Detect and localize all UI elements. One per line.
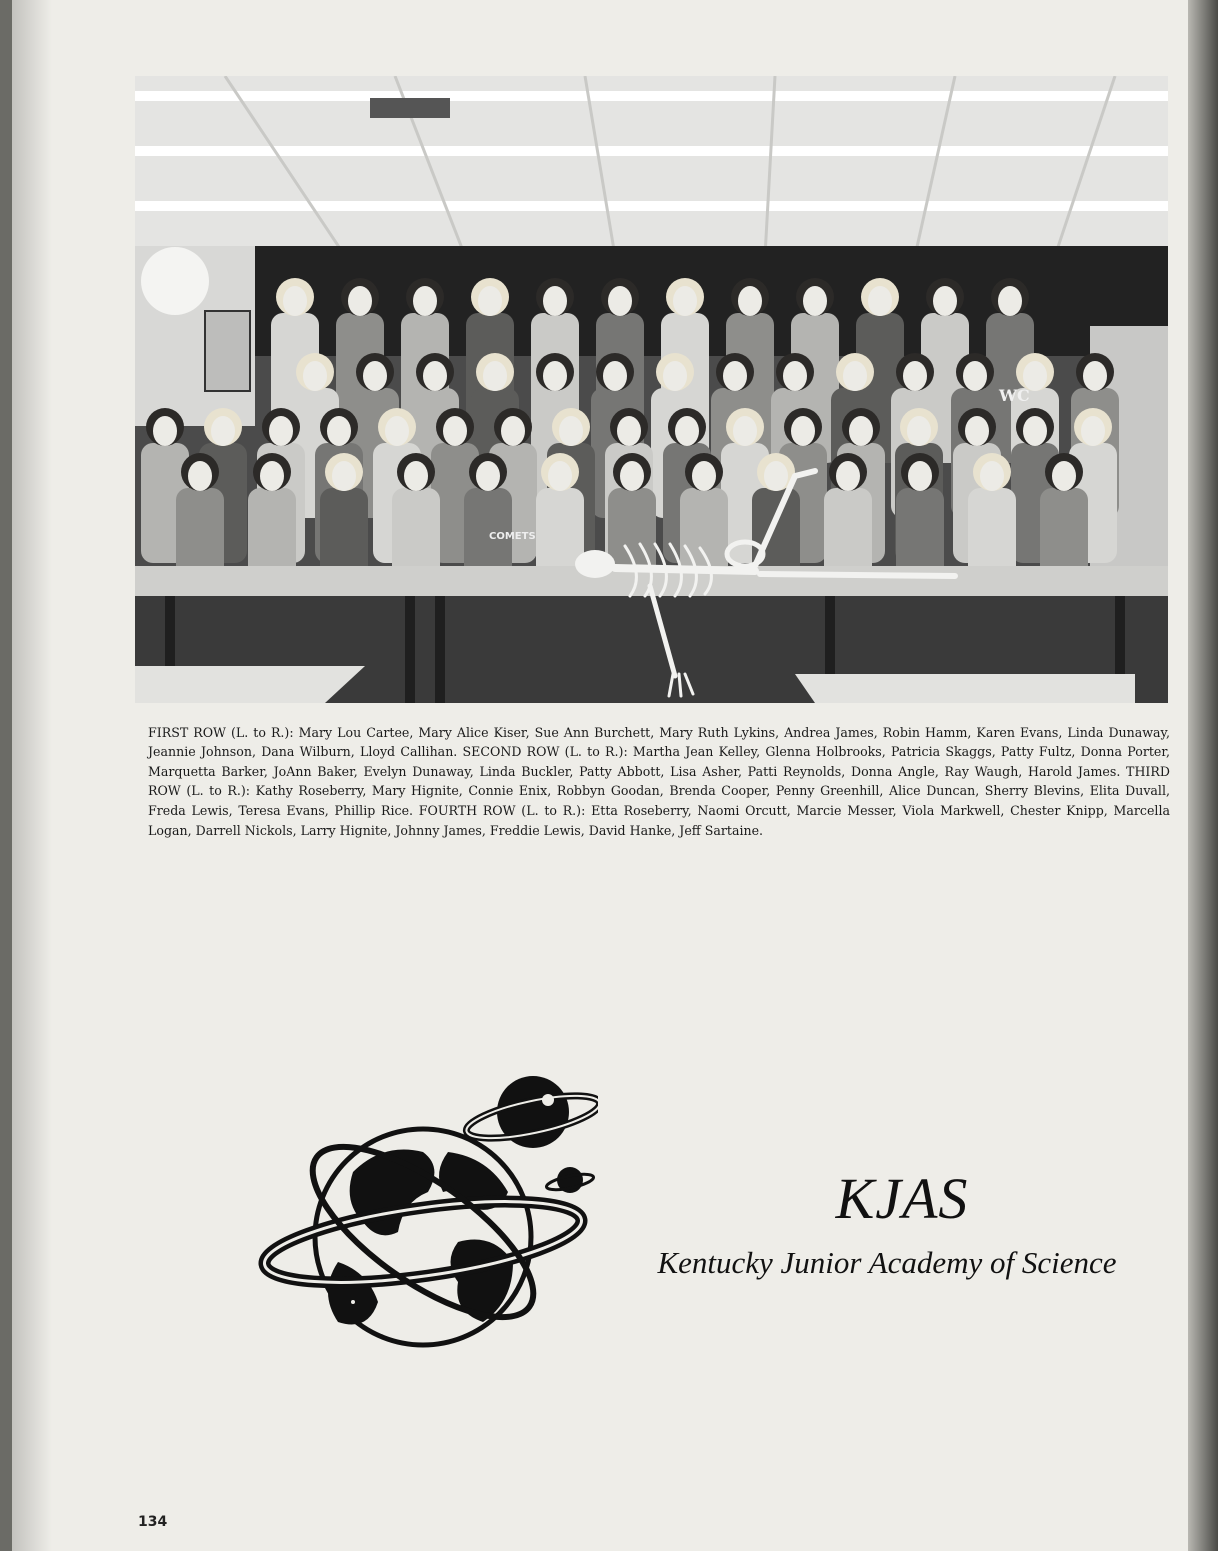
comets-sweater-text: COMETS: [489, 531, 536, 542]
student-face: [733, 416, 757, 446]
student-face: [153, 416, 177, 446]
student-face: [211, 416, 235, 446]
student-face: [843, 361, 867, 391]
yearbook-page: [12, 0, 1188, 1551]
student-face: [907, 416, 931, 446]
student-face: [303, 361, 327, 391]
student-face: [543, 286, 567, 316]
student-face: [791, 416, 815, 446]
student-face: [260, 461, 284, 491]
student-face: [673, 286, 697, 316]
student-face: [443, 416, 467, 446]
student-face: [836, 461, 860, 491]
student-face: [803, 286, 827, 316]
globe-planets-icon: [258, 1062, 598, 1352]
student-face: [423, 361, 447, 391]
student-face: [849, 416, 873, 446]
student-face: [476, 461, 500, 491]
student-face: [478, 286, 502, 316]
student-face: [963, 361, 987, 391]
student-face: [764, 461, 788, 491]
student-face: [348, 286, 372, 316]
student-face: [675, 416, 699, 446]
student-face: [1083, 361, 1107, 391]
next-page-edge: [1188, 0, 1218, 1551]
student-face: [559, 416, 583, 446]
student-face: [980, 461, 1004, 491]
student-face: [543, 361, 567, 391]
student-face: [608, 286, 632, 316]
student-face: [548, 461, 572, 491]
group-photo: [135, 76, 1168, 703]
paper-lantern: [141, 247, 209, 315]
student-face: [1023, 416, 1047, 446]
club-full-name: Kentucky Junior Academy of Science: [657, 1245, 1117, 1280]
student-face: [188, 461, 212, 491]
student-face: [933, 286, 957, 316]
student-face: [385, 416, 409, 446]
student-face: [483, 361, 507, 391]
student-face: [363, 361, 387, 391]
student-face: [269, 416, 293, 446]
student-face: [501, 416, 525, 446]
ceiling-vent: [370, 98, 450, 118]
gutter-shadow: [12, 0, 52, 1551]
student-face: [413, 286, 437, 316]
page-number: 134: [138, 1514, 168, 1530]
student-face: [327, 416, 351, 446]
student-face: [620, 461, 644, 491]
student-face: [908, 461, 932, 491]
student-face: [332, 461, 356, 491]
student-face: [738, 286, 762, 316]
club-acronym: KJAS: [835, 1166, 969, 1231]
student-face: [1081, 416, 1105, 446]
student-face: [617, 416, 641, 446]
student-face: [1052, 461, 1076, 491]
photo-caption: FIRST ROW (L. to R.): Mary Lou Cartee, Mary Alice Kiser, Sue Ann Burchett, Mary Ruth Lykins, Andrea James, Robin Hamm, Karen Evans, Linda Dunaway, Jeannie Johnson, Dana Wilburn, Lloyd Callihan. SECOND ROW (L. to R.): Martha Jean Kelley, Glenna Holbrooks, Patricia Skaggs, Patty Fultz, Donna Porter, Marquetta Barker, JoAnn Baker, Evelyn Dunaway, Linda Buckler, Patty Abbott, Lisa Asher, Patti Reynolds, Donna Angle, Ray Waugh, Harold James. THIRD ROW (L. to R.): Kathy Roseberry, Mary Hignite, Connie Enix, Robbyn Goodan, Brenda Cooper, Penny Greenhill, Alice Duncan, Sherry Blevins, Elita Duvall, Freda Lewis, Teresa Evans, Phillip Rice. FOURTH ROW (L. to R.): Etta Roseberry, Naomi Orcutt, Marcie Messer, Viola Markwell, Chester Knipp, Marcella Logan, Darrell Nickols, Larry Hignite, Johnny James, Freddie Lewis, David Hanke, Jeff Sartaine.: [148, 724, 1170, 838]
student-face: [603, 361, 627, 391]
student-face: [965, 416, 989, 446]
student-face: [723, 361, 747, 391]
student-face: [783, 361, 807, 391]
kjas-logo: [258, 1062, 598, 1356]
wc-jacket-letters: WC: [999, 386, 1030, 405]
student-face: [404, 461, 428, 491]
student-face: [663, 361, 687, 391]
student-face: [692, 461, 716, 491]
student-face: [903, 361, 927, 391]
student-face: [868, 286, 892, 316]
student-face: [283, 286, 307, 316]
student-face: [998, 286, 1022, 316]
